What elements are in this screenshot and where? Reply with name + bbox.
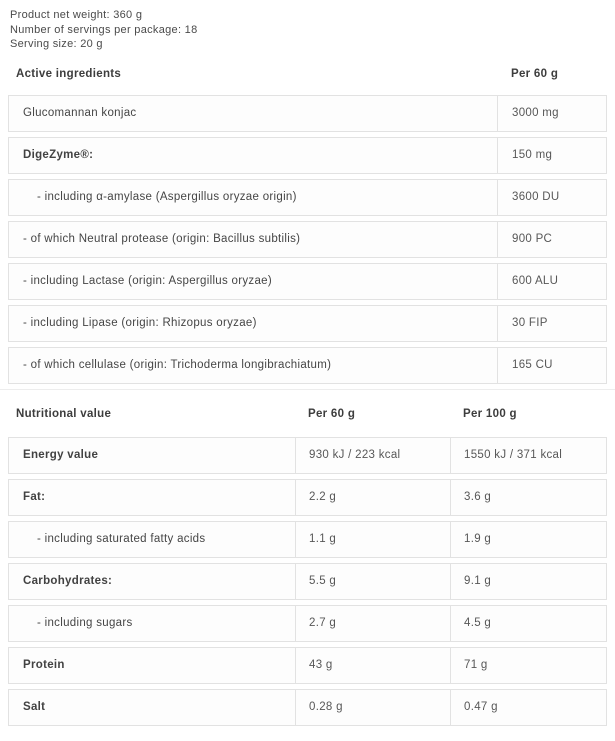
nutrient-per-100g: 4.5 g (464, 617, 492, 629)
table-row (8, 521, 607, 558)
servings-per-package: Number of servings per package: 18 (10, 23, 198, 36)
nutrient-label: - including sugars (9, 606, 296, 641)
nutrient-label: Fat: (9, 480, 296, 515)
ingredient-label: DigeZyme®: (9, 138, 498, 173)
table-row (8, 689, 607, 726)
ingredient-label: - of which cellulase (origin: Trichoderma longibrachiatum) (9, 348, 498, 383)
product-net-weight: Product net weight: 360 g (10, 9, 143, 21)
nutrient-per-100g: 1.9 g (464, 533, 492, 545)
table-row (8, 437, 607, 474)
nutrient-per-60g: 2.7 g (296, 606, 451, 641)
serving-size: Serving size: 20 g (10, 38, 103, 50)
ingredient-value: 165 CU (512, 359, 553, 371)
nutrient-per-100g: 0.47 g (464, 701, 498, 713)
nutrient-per-60g: 5.5 g (296, 564, 451, 599)
table-row (8, 347, 607, 384)
ingredient-label: - including α-amylase (Aspergillus oryzae origin) (9, 180, 498, 215)
nutritional-value-header (8, 407, 607, 422)
per-60g-column-header: Per 60 g (511, 68, 559, 80)
per-100g-column-header: Per 100 g (463, 408, 517, 420)
table-row (8, 221, 607, 258)
table-row (8, 563, 607, 600)
active-ingredients-title: Active ingredients (16, 68, 122, 80)
nutrient-label: - including saturated fatty acids (9, 522, 296, 557)
ingredient-value: 3000 mg (512, 107, 559, 119)
nutritional-value-title: Nutritional value (16, 408, 112, 420)
nutrient-label: Carbohydrates: (9, 564, 296, 599)
ingredient-label: Glucomannan konjac (9, 96, 498, 131)
nutrient-label: Energy value (9, 438, 296, 473)
active-ingredients-header (8, 67, 607, 82)
table-row (8, 605, 607, 642)
table-row (8, 137, 607, 174)
table-row (8, 305, 607, 342)
ingredient-value: 150 mg (512, 149, 553, 161)
nutrient-label: Protein (9, 648, 296, 683)
nutrient-per-60g: 2.2 g (296, 480, 451, 515)
nutritional-value-table (8, 407, 607, 726)
ingredient-label: - including Lipase (origin: Rhizopus oryzae) (9, 306, 498, 341)
nutrient-per-100g: 9.1 g (464, 575, 492, 587)
ingredient-label: - of which Neutral protease (origin: Bacillus subtilis) (9, 222, 498, 257)
product-meta (0, 0, 615, 52)
table-row (8, 479, 607, 516)
nutrient-label: Salt (9, 690, 296, 725)
nutrient-per-100g: 71 g (464, 659, 488, 671)
per-60g-column-header: Per 60 g (308, 408, 356, 420)
nutrient-per-100g: 1550 kJ / 371 kcal (464, 449, 563, 461)
ingredient-value: 900 PC (512, 233, 553, 245)
ingredient-value: 30 FIP (512, 317, 548, 329)
nutrient-per-60g: 0.28 g (296, 690, 451, 725)
active-ingredients-table (8, 67, 607, 384)
table-row (8, 179, 607, 216)
section-divider (0, 389, 615, 390)
ingredient-value: 3600 DU (512, 191, 560, 203)
nutrient-per-60g: 1.1 g (296, 522, 451, 557)
table-row (8, 95, 607, 132)
table-row (8, 647, 607, 684)
nutrient-per-60g: 43 g (296, 648, 451, 683)
nutrient-per-100g: 3.6 g (464, 491, 492, 503)
nutrient-per-60g: 930 kJ / 223 kcal (296, 438, 451, 473)
ingredient-label: - including Lactase (origin: Aspergillus oryzae) (9, 264, 498, 299)
table-row (8, 263, 607, 300)
ingredient-value: 600 ALU (512, 275, 559, 287)
